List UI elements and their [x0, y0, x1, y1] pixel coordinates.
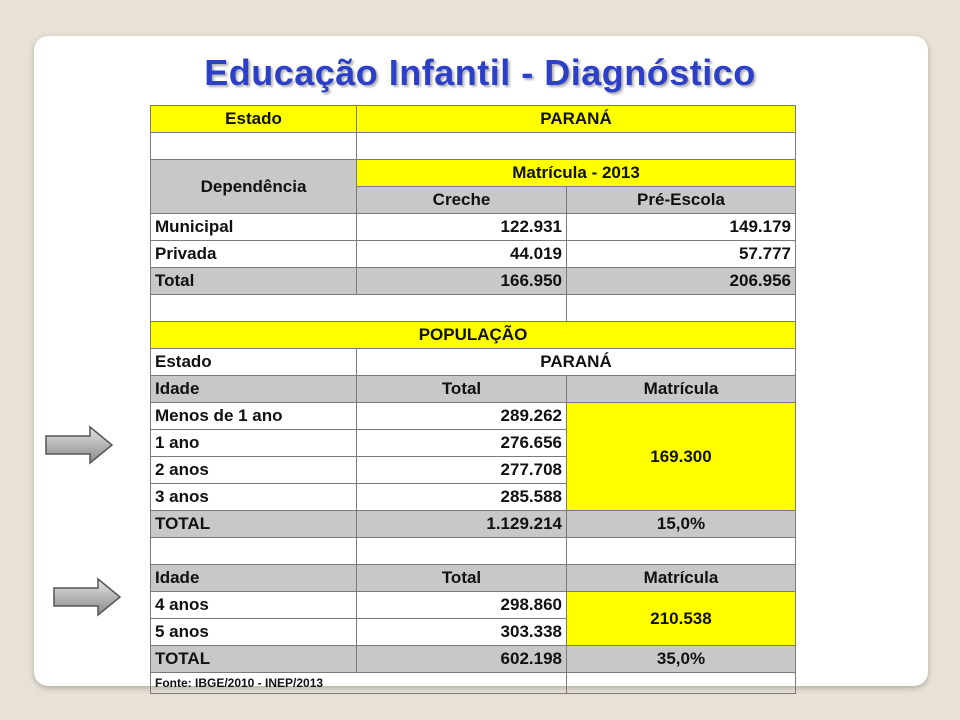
total-header: Total — [357, 565, 567, 592]
estado-label: Estado — [151, 106, 357, 133]
page-title: Educação Infantil - Diagnóstico — [204, 52, 756, 93]
creche-header: Creche — [357, 187, 567, 214]
total-label: TOTAL — [151, 646, 357, 673]
table-row — [151, 214, 796, 241]
matricula-merged-cell: 210.538 — [567, 592, 796, 646]
empty-cell — [151, 133, 357, 160]
creche-total: 166.950 — [357, 268, 567, 295]
idade-cell: 4 anos — [151, 592, 357, 619]
total-cell: 289.262 — [357, 403, 567, 430]
total-cell: 298.860 — [357, 592, 567, 619]
populacao-header: POPULAÇÃO — [151, 322, 796, 349]
total-cell: 285.588 — [357, 484, 567, 511]
row-label: Privada — [151, 241, 357, 268]
source-note: Fonte: IBGE/2010 - INEP/2013 — [151, 673, 567, 694]
arrow-right-icon — [44, 425, 114, 465]
total-value: 602.198 — [357, 646, 567, 673]
total-value: 1.129.214 — [357, 511, 567, 538]
matricula-group-header: Matrícula - 2013 — [357, 160, 796, 187]
idade-cell: 3 anos — [151, 484, 357, 511]
total-header: Total — [357, 376, 567, 403]
total-row — [151, 646, 796, 673]
total-row — [151, 511, 796, 538]
total-label: Total — [151, 268, 357, 295]
table-row — [151, 241, 796, 268]
matricula-merged-cell: 169.300 — [567, 403, 796, 511]
arrow-right-icon — [52, 577, 122, 617]
idade-header: Idade — [151, 565, 357, 592]
percent-value: 35,0% — [567, 646, 796, 673]
estado-value: PARANÁ — [357, 106, 796, 133]
idade-cell: 1 ano — [151, 430, 357, 457]
idade-cell: 2 anos — [151, 457, 357, 484]
empty-cell — [357, 538, 567, 565]
idade-cell: Menos de 1 ano — [151, 403, 357, 430]
dependencia-header: Dependência — [151, 160, 357, 214]
table-row — [151, 592, 796, 619]
data-table — [150, 105, 796, 694]
row-label: Municipal — [151, 214, 357, 241]
empty-cell — [567, 673, 796, 694]
pre-escola-value: 149.179 — [567, 214, 796, 241]
total-cell: 276.656 — [357, 430, 567, 457]
total-label: TOTAL — [151, 511, 357, 538]
empty-cell — [151, 295, 567, 322]
empty-cell — [151, 538, 357, 565]
idade-header: Idade — [151, 376, 357, 403]
populacao-estado-label: Estado — [151, 349, 357, 376]
empty-cell — [567, 538, 796, 565]
pre-escola-header: Pré-Escola — [567, 187, 796, 214]
creche-value: 122.931 — [357, 214, 567, 241]
empty-cell — [357, 133, 796, 160]
total-cell: 303.338 — [357, 619, 567, 646]
table-row — [151, 403, 796, 430]
pre-escola-value: 57.777 — [567, 241, 796, 268]
matricula-header: Matrícula — [567, 565, 796, 592]
total-row — [151, 268, 796, 295]
pre-escola-total: 206.956 — [567, 268, 796, 295]
creche-value: 44.019 — [357, 241, 567, 268]
empty-cell — [567, 295, 796, 322]
idade-cell: 5 anos — [151, 619, 357, 646]
total-cell: 277.708 — [357, 457, 567, 484]
populacao-estado-value: PARANÁ — [357, 349, 796, 376]
percent-value: 15,0% — [567, 511, 796, 538]
matricula-header: Matrícula — [567, 376, 796, 403]
